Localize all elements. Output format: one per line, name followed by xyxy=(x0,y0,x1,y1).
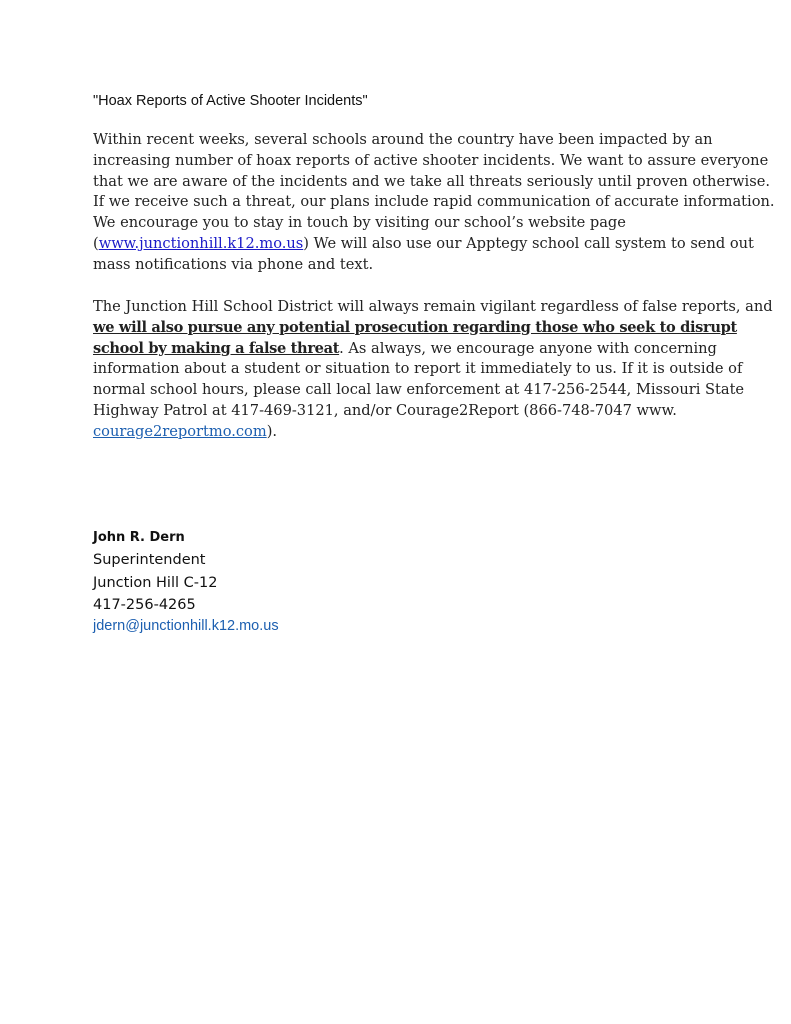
paragraph-line: Within recent weeks, several schools around the country have been impacted by an xyxy=(93,131,713,148)
signer-email-link[interactable]: jdern@junctionhill.k12.mo.us xyxy=(93,618,279,635)
paragraph-line: that we are aware of the incidents and we take all threats seriously until proven otherwise. xyxy=(93,172,770,190)
paren-open: ( xyxy=(93,234,99,252)
paragraph-line xyxy=(93,422,703,443)
paragraph-line: Highway Patrol at 417-469-3121, and/or Courage2Report (866-748-7047 www. xyxy=(93,401,677,419)
paragraph-line: increasing number of hoax reports of active shooter incidents. We want to assure everyone xyxy=(93,151,769,169)
signer-position: Superintendent xyxy=(93,552,206,569)
emphasis-prosecution-line: we will also pursue any potential prosecution regarding those who seek to disrupt xyxy=(93,318,737,336)
paragraph-text: . As always, we encourage anyone with concerning xyxy=(339,339,717,357)
paragraph-hoax-reports xyxy=(93,130,775,276)
paragraph-text: ) We will also use our Apptegy school call system to send out xyxy=(303,234,754,252)
emphasis-false-threat: school by making a false threat xyxy=(93,339,340,357)
courage2report-link[interactable]: courage2reportmo.com xyxy=(93,422,267,440)
signer-phone: 417-256-4265 xyxy=(93,596,196,613)
paragraph-line: We encourage you to stay in touch by visiting our school’s website page xyxy=(93,214,626,232)
school-website-link[interactable]: www.junctionhill.k12.mo.us xyxy=(98,234,304,252)
paragraph-line: information about a student or situation to report it immediately to us. If it is outside of xyxy=(93,360,743,378)
paragraph-vigilance xyxy=(93,297,773,443)
signer-name: John R. Dern xyxy=(93,530,185,545)
paragraph-line xyxy=(93,339,717,360)
document-title: "Hoax Reports of Active Shooter Incidents" xyxy=(93,93,368,109)
signature-block xyxy=(93,527,279,637)
paragraph-line xyxy=(93,234,754,255)
signer-organization: Junction Hill C-12 xyxy=(93,574,218,591)
paragraph-line: mass notifications via phone and text. xyxy=(93,255,374,273)
paragraph-line: If we receive such a threat, our plans include rapid communication of accurate information. xyxy=(93,193,775,211)
paragraph-line: The Junction Hill School District will always remain vigilant regardless of false reports, and xyxy=(93,298,773,315)
paragraph-line: normal school hours, please call local law enforcement at 417-256-2544, Missouri State xyxy=(93,381,745,399)
paragraph-text: ). xyxy=(266,422,278,440)
